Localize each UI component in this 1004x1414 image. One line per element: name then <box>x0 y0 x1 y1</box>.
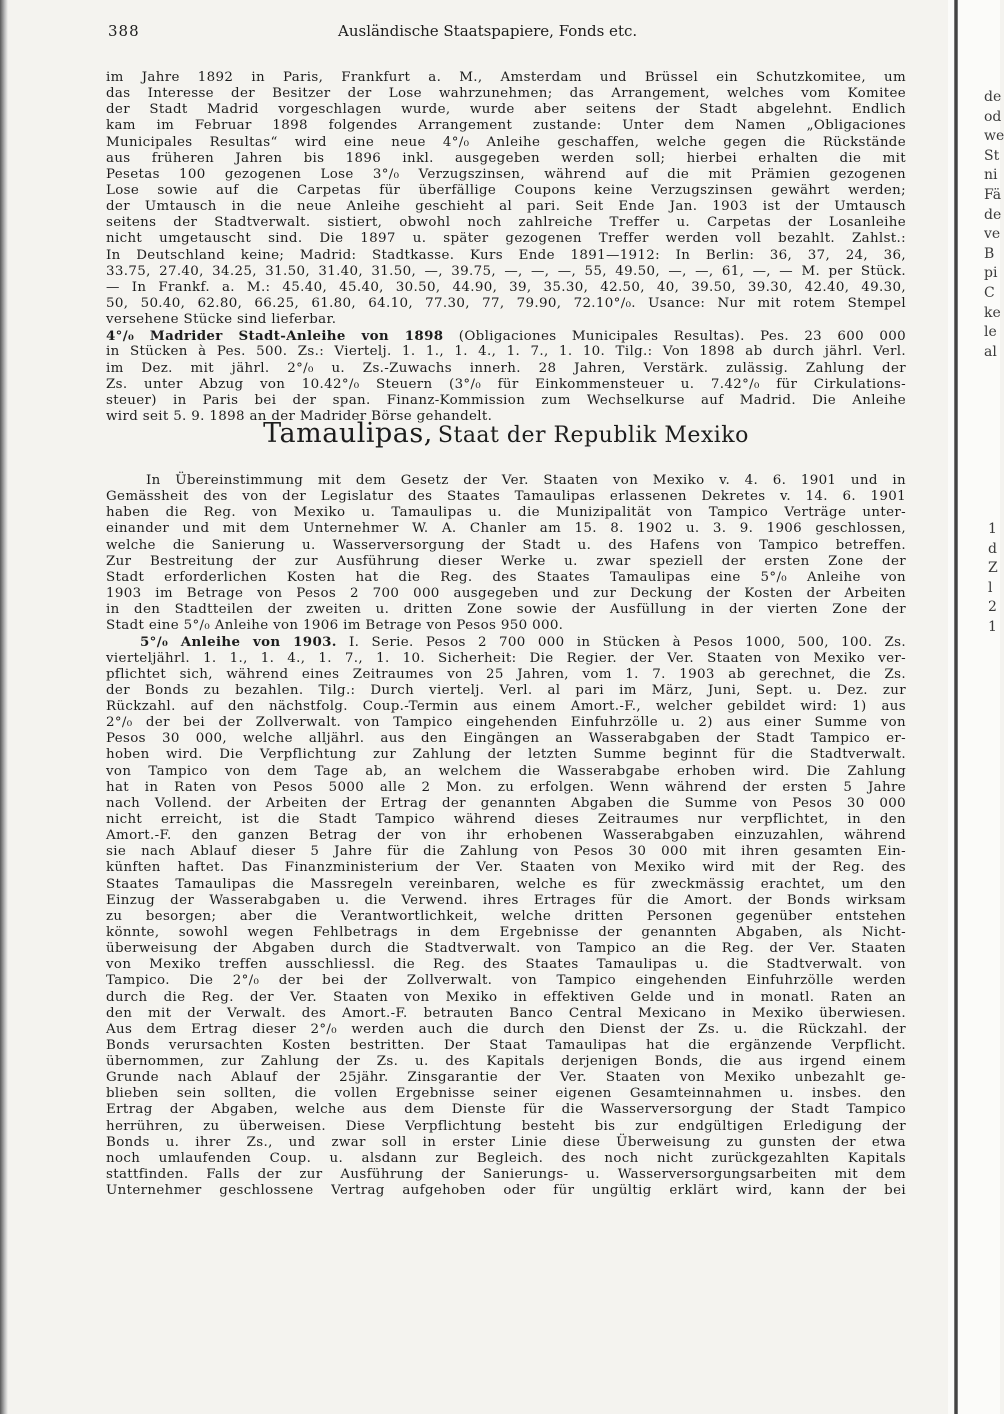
text-line: versehene Stücke sind lieferbar. <box>106 312 337 328</box>
section-title <box>106 418 906 452</box>
text-line: blieben sein sollten, die vollen Ergebnisse seiner eigenen Gesamteinnahmen u. insbes. den <box>106 1086 906 1102</box>
text-line: Zur Bestreitung der zur Ausführung dieser Werke u. zwar speziell der ersten Zone der <box>106 553 906 569</box>
text-line: wird seit 5. 9. 1898 an der Madrider Börse gehandelt. <box>106 408 493 424</box>
text-line: im Dez. mit jährl. 2°/₀ u. Zs.-Zuwachs innerh. 28 Jahren, Verstärk. zulässig. Zahlung der <box>106 360 906 376</box>
text-line: Gemässheit des von der Legislatur des Staates Tamaulipas erlassenen Dekretes v. 14. 6. 1901 <box>106 489 906 505</box>
text-line: Pesetas 100 gezogenen Lose 3°/₀ Verzugszinsen, während auf die mit Prämien gezogenen <box>106 166 906 182</box>
text-line: In Übereinstimmung mit dem Gesetz der Ver. Staaten von Mexiko v. 4. 6. 1901 und in <box>146 473 906 488</box>
page-header <box>108 22 908 44</box>
text-line: steuer) in Paris bei der span. Finanz-Kommission zum Wechselkurse auf Madrid. Die Anleihe <box>106 392 906 408</box>
text-line: zu besorgen; aber die Verantwortlichkeit, welche dritten Personen gegenüber entstehen <box>106 908 906 924</box>
text-line: Zs. unter Abzug von 10.42°/₀ Steuern (3°/₀ für Einkommensteuer u. 7.42°/₀ für Cirkulations- <box>106 376 906 392</box>
text-line: Amort.-F. den ganzen Betrag der von ihr erhobenen Wasserabgaben einzuzahlen, während <box>106 828 906 844</box>
text-line: Stadt eine 5°/₀ Anleihe von 1906 im Betrage von Pesos 950 000. <box>106 618 564 634</box>
text-line: von Tampico von dem Tage ab, an welchem die Wasserabgabe erhoben wird. Die Zahlung <box>106 763 906 779</box>
text-line: hat in Raten von Pesos 5000 alle 2 Mon. zu erfolgen. Wenn während der ersten 5 Jahre <box>106 779 906 795</box>
text-line: seitens der Stadtverwalt. sistiert, obwohl noch zahlreiche Treffer u. Carpetas der Losanleihe <box>106 215 906 231</box>
text-line: Unternehmer geschlossene Vertrag aufgehoben oder für ungültig erklärt wird, kann der bei <box>106 1183 906 1199</box>
tamaulipas-section <box>106 473 906 1215</box>
text-line: übernommen, zur Zahlung der Zs. u. des Kapitals derjenigen Bonds, die aus irgend einem <box>106 1054 906 1070</box>
text-line: In Deutschland keine; Madrid: Stadtkasse. Kurs Ende 1891—1912: In Berlin: 36, 37, 24, 36, <box>106 247 906 263</box>
text-line: in Stücken à Pes. 500. Zs.: Viertelj. 1. 1., 1. 4., 1. 7., 1. 10. Tilg.: Von 1898 ab durch jährl. Verl. <box>106 344 906 360</box>
running-head: Ausländische Staatspapiere, Fonds etc. <box>338 22 638 40</box>
text-line: überweisung der Abgaben durch die Stadtverwalt. von Tampico an die Reg. der Ver. Staaten <box>106 941 906 957</box>
text-line: 1903 im Betrage von Pesos 2 700 000 ausgegeben und zur Deckung der Kosten der Arbeiten <box>106 585 906 601</box>
section-title-main: Tamaulipas, <box>263 418 433 449</box>
text-line <box>106 1199 906 1215</box>
text-line: stattfinden. Falls der zur Ausführung der Sanierungs- u. Wasserversorgungsarbeiten mit dem <box>106 1167 906 1183</box>
bond-1898-title: 4°/₀ Madrider Stadt-Anleihe von 1898 <box>106 328 444 345</box>
text-line: könnte, sowohl wegen Fehlbetrags in dem Ergebnisse der genannten Abgaben, als Nicht- <box>106 924 906 940</box>
adjacent-page-strip <box>948 0 1004 1414</box>
text-line: nicht umgetauscht sind. Die 1897 u. später gezogenen Treffer werden voll bezahlt. Zahlst.: <box>106 231 906 247</box>
text-line: 50, 50.40, 62.80, 66.25, 61.80, 64.10, 77.30, 77, 79.90, 72.10°/₀. Usance: Nur mit rotem Stempel <box>106 295 906 311</box>
text-line: im Jahre 1892 in Paris, Frankfurt a. M., Amsterdam und Brüssel ein Schutzkomitee, um <box>106 70 906 85</box>
text-line: nach Vollend. der Arbeiten der Ertrag der genannten Abgaben die Summe von Pesos 30 000 <box>106 795 906 811</box>
text-line: Tampico. Die 2°/₀ der bei der Zollverwalt. von Tampico eingehenden Einfuhrzölle werden <box>106 973 906 989</box>
madrid-section <box>106 70 906 425</box>
text-line: den mit der Verwalt. des Amort.-F. betrauten Banco Central Mexicano in Mexiko überwiesen. <box>106 1005 906 1021</box>
text-line: Rückzahl. auf den nächstfolg. Coup.-Termin aus einem Amort.-F., welcher gebildet wird: 1) aus <box>106 698 906 714</box>
text-line: Pesos 30 000, welche alljährl. aus den Eingängen an Wasserabgaben der Stadt Tampico er- <box>106 731 906 747</box>
text-line: einander und mit dem Unternehmer W. A. Chanler am 15. 8. 1902 u. 3. 9. 1906 geschlossen, <box>106 521 906 537</box>
text-line: Einzug der Wasserabgaben u. die Verwend. ihres Ertrages für die Amort. der Bonds wirksam <box>106 892 906 908</box>
text-line: nicht erreicht, ist die Stadt Tampico während dieses Zeitraumes nur verpflichtet, in den <box>106 811 906 827</box>
text-line: Lose sowie auf die Carpetas für überfällige Coupons keine Verzugszinsen gewährt werden; <box>106 182 906 198</box>
text-line: 33.75, 27.40, 34.25, 31.50, 31.40, 31.50, —, 39.75, —, —, —, 55, 49.50, —, —, 61, —, — M. per Stück. <box>106 263 906 279</box>
text-line: Grunde nach Ablauf der 25jähr. Zinsgarantie der Ver. Staaten von Mexiko unbezahlt ge- <box>106 1070 906 1086</box>
text-line: — In Frankf. a. M.: 45.40, 45.40, 30.50, 44.90, 39, 35.30, 42.50, 40, 39.50, 39.30, 42.40, 49.30, <box>106 279 906 295</box>
text-line: haben die Reg. von Mexiko u. Tamaulipas u. die Munizipalität von Tampico Verträge unter- <box>106 505 906 521</box>
text-line: durch die Reg. der Ver. Staaten von Mexiko in effektiven Gelde und in monatl. Raten an <box>106 989 906 1005</box>
text-line: Staates Tamaulipas die Massregeln vereinbaren, welche es für zweckmässig erachtet, um den <box>106 876 906 892</box>
text-line: Stadt erforderlichen Kosten hat die Reg. des Staates Tamaulipas eine 5°/₀ Anleihe von <box>106 569 906 585</box>
text-line: Ertrag der Abgaben, welche aus dem Dienste für die Wasserversorgung der Stadt Tampico <box>106 1102 906 1118</box>
text-line: kam im Februar 1898 folgendes Arrangement zustande: Unter dem Namen „Obligaciones <box>106 118 906 134</box>
adjacent-page-text-top: de od we St ni Fä de ve B pi C ke le al <box>984 89 1004 360</box>
text-line: künften haftet. Das Finanzministerium der Ver. Staaten von Mexiko wird mit der Reg. des <box>106 860 906 876</box>
adjacent-page-text-bottom: 1 d Z l 2 1 <box>988 521 998 635</box>
section-title-sub: Staat der Republik Mexiko <box>437 423 749 448</box>
bond-1903-first-line <box>106 634 906 650</box>
text-line: der Bonds zu bezahlen. Tilg.: Durch viertelj. Verl. al pari im März, Juni, Sept. u. Dez. zur <box>106 682 906 698</box>
text-line: der Umtausch in die neue Anleihe geschieht al pari. Seit Ende Jan. 1903 ist der Umtausch <box>106 199 906 215</box>
text-line: aus früheren Jahren bis 1896 inkl. ausgegeben werden soll; hierbei erhalten die mit <box>106 150 906 166</box>
text-line: welche die Sanierung u. Wasserversorgung der Stadt u. des Hafens von Tampico betreffen. <box>106 537 906 553</box>
bond-1898-first-line <box>106 328 906 344</box>
text-line: noch umlaufenden Coup. u. alsdann zur Begleich. des noch nicht zurückgezahlten Kapitals <box>106 1150 906 1166</box>
binding-fold <box>954 0 958 1414</box>
text-line: hoben wird. Die Verpflichtung zur Zahlung der letzten Summe beginnt für die Stadtverwalt. <box>106 747 906 763</box>
text-line: Bonds u. ihrer Zs., und zwar soll in erster Linie diese Überweisung zu gunsten der etwa <box>106 1134 906 1150</box>
text-line: der Stadt Madrid vorgeschlagen wurde, wurde aber seitens der Stadt abgelehnt. Endlich <box>106 102 906 118</box>
page-number: 388 <box>108 22 140 40</box>
text-line: herrühren, zu überweisen. Diese Verpflichtung besteht bis zur endgültigen Erledigung der <box>106 1118 906 1134</box>
bond-1903-text: I. Serie. Pesos 2 700 000 in Stücken à Pesos 1000, 500, 100. Zs. <box>336 635 907 651</box>
bond-1898-text: (Obligaciones Municipales Resultas). Pes. 23 600 000 <box>443 329 906 345</box>
bond-1903-title: 5°/₀ Anleihe von 1903. <box>140 634 337 651</box>
page-edge-shadow <box>0 0 8 1414</box>
text-line: in den Stadtteilen der zweiten u. dritten Zone sowie der Ausfüllung in der vierten Zone der <box>106 602 906 618</box>
text-line: von Mexiko treffen ausschliessl. die Reg. des Staates Tamaulipas u. die Stadtverwalt. von <box>106 957 906 973</box>
text-line: Aus dem Ertrag dieser 2°/₀ werden auch die durch den Dienst der Zs. u. die Rückzahl. der <box>106 1021 906 1037</box>
text-line: vierteljährl. 1. 1., 1. 4., 1. 7., 1. 10. Sicherheit: Die Regier. der Ver. Staaten von Mexiko ver- <box>106 650 906 666</box>
text-line: das Interesse der Besitzer der Lose wahrzunehmen; das Arrangement, welches vom Komitee <box>106 86 906 102</box>
text-line: sie nach Ablauf dieser 5 Jahre für die Zahlung von Pesos 30 000 mit ihren gesamten Ein- <box>106 844 906 860</box>
text-line: 2°/₀ der bei der Zollverwalt. von Tampico eingehenden Einfuhrzölle u. 2) aus einer Summe von <box>106 715 906 731</box>
text-line: Bonds verursachten Kosten bestritten. Der Staat Tamaulipas hat die ergänzende Verpflicht. <box>106 1037 906 1053</box>
text-line: Municipales Resultas“ wird eine neue 4°/₀ Anleihe geschaffen, welche gegen die Rückstände <box>106 134 906 150</box>
text-line: pflichtet sich, während eines Zeitraumes von 25 Jahren, vom 1. 7. 1903 ab gerechnet, die Zs. <box>106 666 906 682</box>
